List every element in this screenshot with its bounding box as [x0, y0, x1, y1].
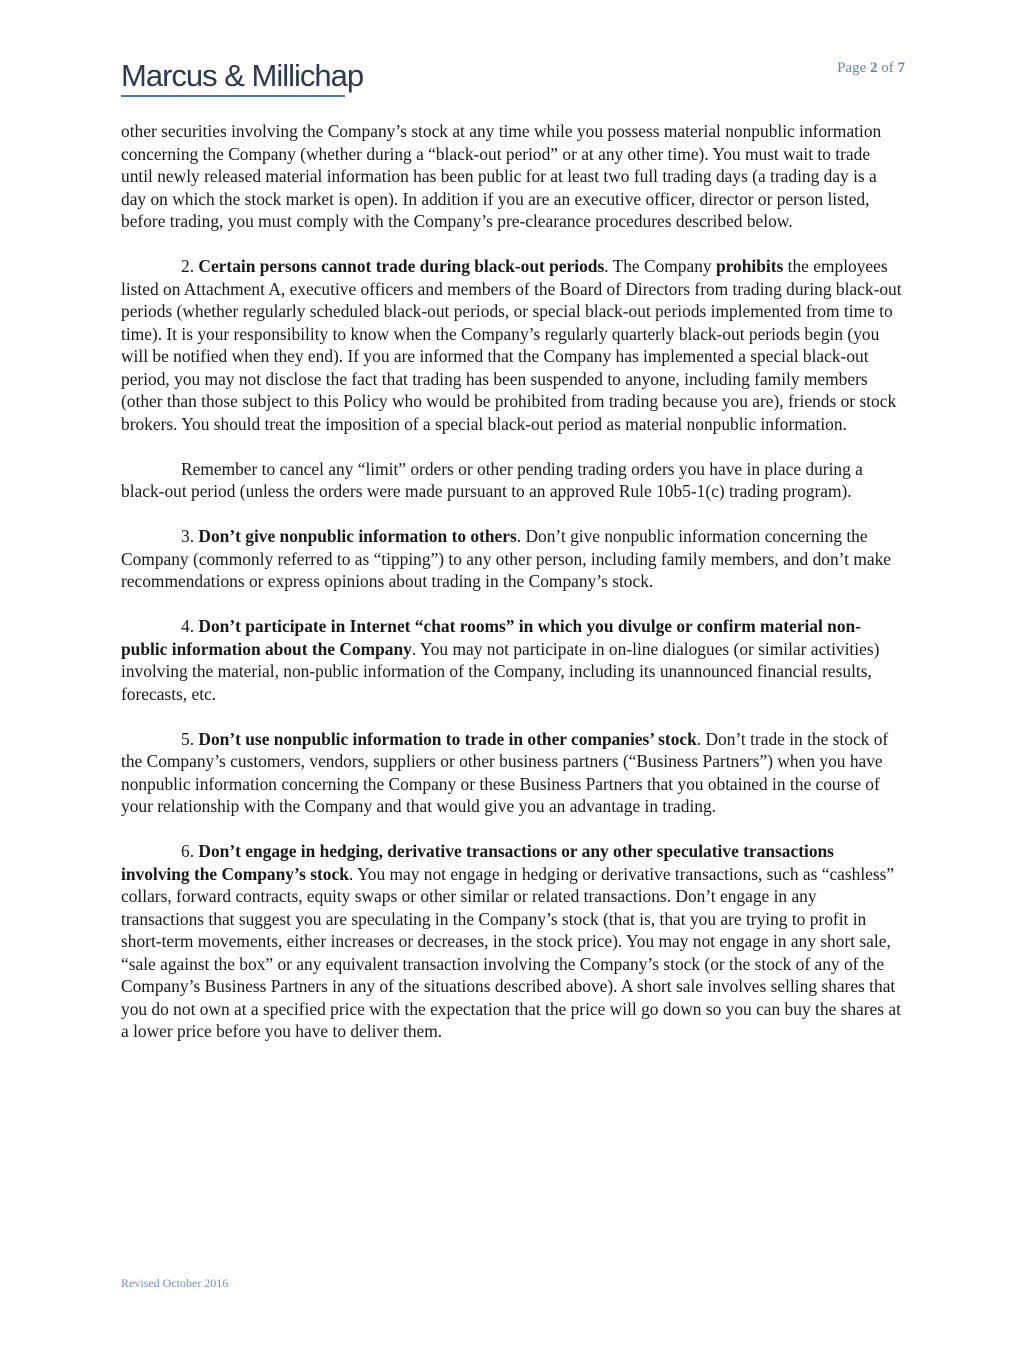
section-5-paragraph — [121, 728, 903, 818]
section-3-paragraph — [121, 525, 903, 593]
section-2-text-a: . The Company — [604, 256, 716, 276]
company-logo — [121, 56, 364, 100]
section-6-paragraph — [121, 840, 903, 1043]
section-5-heading: Don’t use nonpublic information to trade in other companies’ stock — [198, 728, 697, 749]
document-body — [121, 120, 903, 1065]
revision-footer: Revised October 2016 — [121, 1276, 229, 1290]
section-6-text: . You may not engage in hedging or derivative transactions, such as “cashless” collars, forward contracts, equity swaps or other similar or related transactions. Don’t engage in any transactions that suggest you are speculating in the Company’s stock (that is, that you are trying to profit in short-term movements, either increases or decreases, in the stock price). You may not engage in any short sale, “sale against the box” or any equivalent transaction involving the Company’s stock (or the stock of any of the Company’s Business Partners in any of the situations described above). A short sale involves selling shares that you do not own at a specified price with the expectation that the price will go down so you can buy the shares at a lower price before you have to deliver them. — [121, 863, 901, 1041]
page-current: 2 — [870, 60, 878, 76]
section-5-number: 5. — [181, 728, 195, 749]
logo-wordmark: Marcus & Millichap — [121, 58, 364, 93]
section-3-number: 3. — [181, 526, 195, 546]
page-number — [837, 60, 905, 77]
section-6-number: 6. — [181, 841, 195, 861]
section-5-text: . Don’t trade in the stock of the Company’s customers, vendors, suppliers or other business partners (“Business Partners”) when you have nonpublic information concerning the Company or these Business Partners that you obtained in the course of your relationship with the Company and that would give you an advantage in trading. — [121, 728, 889, 816]
page-prefix: Page — [837, 60, 867, 76]
section-2-heading: Certain persons cannot trade during black-out periods — [198, 256, 605, 276]
section-6-heading: Don’t engage in hedging, derivative transactions or any other speculative transactions involving the Company’s stock — [121, 841, 834, 884]
page-total: 7 — [897, 60, 905, 76]
section-2-emphasis: prohibits — [715, 256, 784, 276]
section-2-number: 2. — [181, 256, 195, 276]
section-2-paragraph — [121, 255, 903, 435]
section-3-heading: Don’t give nonpublic information to others — [198, 526, 517, 546]
page-of: of — [881, 60, 894, 76]
section-4-heading: Don’t participate in Internet “chat rooms” in which you divulge or confirm material non-public information about the Company — [121, 616, 861, 659]
reminder-paragraph: Remember to cancel any “limit” orders or other pending trading orders you have in place during a black-out period (unless the orders were made pursuant to an approved Rule 10b5-1(c) trading program). — [121, 458, 863, 501]
section-2-text-b: the employees listed on Attachment A, executive officers and members of the Board of Directors from trading during black-out periods (whether regularly scheduled black-out periods, or special black-out periods implemented from time to time). It is your responsibility to know when the Company’s regularly quarterly black-out periods begin (you will be notified when they end). If you are informed that the Company has implemented a special black-out period, you may not disclose the fact that trading has been suspended to anyone, including family members (other than those subject to this Policy who would be prohibited from trading because you are), friends or stock brokers. You should treat the imposition of a special black-out period as material nonpublic information. — [121, 256, 902, 434]
section-4-paragraph — [121, 615, 903, 705]
logo-underline — [121, 95, 345, 97]
continued-paragraph: other securities involving the Company’s stock at any time while you possess material nonpublic information concerning the Company (whether during a “black-out period” or at any other time). You must wait to trade until newly released material information has been public for at least two full trading days (a trading day is a day on which the stock market is open). In addition if you are an executive officer, director or person listed, before trading, you must comply with the Company’s pre-clearance procedures described below. — [121, 121, 882, 231]
section-4-text: . You may not participate in on-line dialogues (or similar activities) involving the material, non-public information of the Company, including its unannounced financial results, forecasts, etc. — [121, 638, 880, 704]
section-3-text: . Don’t give nonpublic information concerning the Company (commonly referred to as “tipping”) to any other person, including family members, and don’t make recommendations or express opinions about trading in the Company’s stock. — [121, 526, 891, 591]
section-4-number: 4. — [181, 616, 195, 636]
